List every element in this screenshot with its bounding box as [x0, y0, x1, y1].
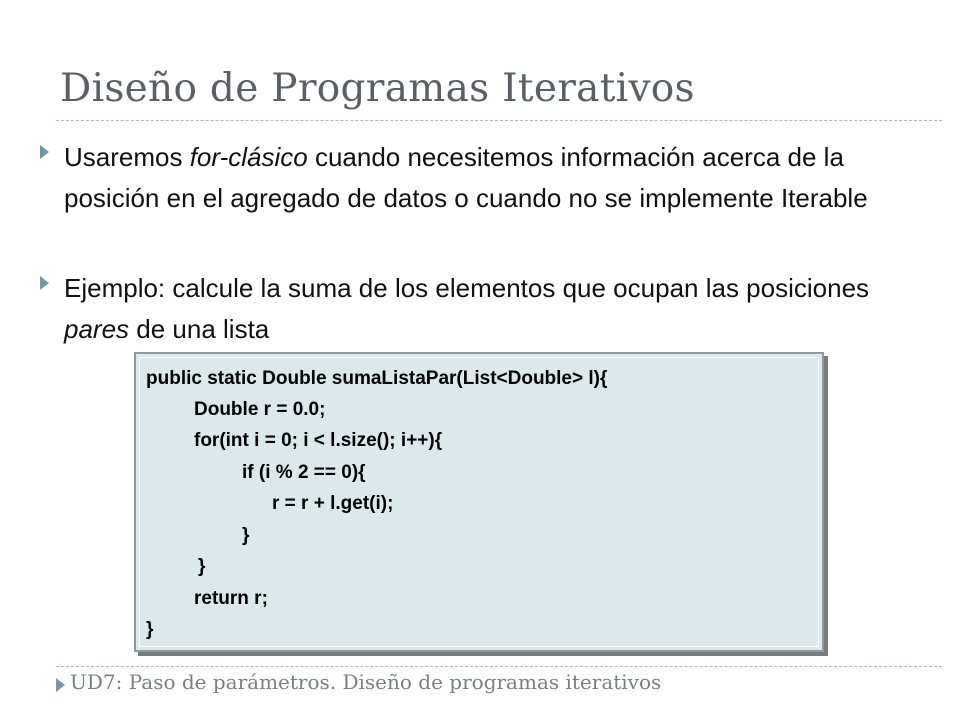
footer-triangle-icon	[56, 678, 65, 692]
bullet-triangle-icon	[40, 276, 49, 290]
code-line: }	[146, 619, 154, 640]
code-line: }	[198, 556, 206, 577]
bullet-text	[64, 137, 920, 219]
title-divider	[56, 120, 942, 121]
bullet-text-italic: pares	[64, 314, 130, 344]
bullet-text-italic: for-clásico	[189, 142, 308, 172]
code-line: }	[242, 525, 250, 546]
code-line: public static Double sumaListaPar(List<Double> l){	[146, 368, 608, 389]
bullet-text-plain: de una lista	[129, 314, 270, 344]
bullet-triangle-icon	[40, 145, 49, 159]
bullet-item-2	[40, 268, 920, 352]
footer-divider	[56, 666, 942, 667]
bullet-item-1	[40, 137, 920, 262]
code-line: return r;	[194, 588, 268, 609]
code-line: Double r = 0.0;	[194, 399, 326, 420]
bullet-text-plain: Usaremos	[64, 142, 190, 172]
footer-text: UD7: Paso de parámetros. Diseño de programas iterativos	[70, 670, 662, 694]
bullet-text	[64, 268, 920, 350]
bullet-text-plain: cuando necesitemos información acerca de la posición en el agregado de datos o cuando no se implemente Iterable	[64, 142, 868, 213]
slide-title: Diseño de Programas Iterativos	[60, 66, 695, 111]
code-line: if (i % 2 == 0){	[242, 462, 366, 483]
code-line: for(int i = 0; i < l.size(); i++){	[194, 430, 443, 451]
code-line: r = r + l.get(i);	[272, 493, 394, 514]
code-block	[134, 352, 824, 652]
bullet-text-plain: Ejemplo: calcule la suma de los elementos que ocupan las posiciones	[64, 273, 870, 303]
